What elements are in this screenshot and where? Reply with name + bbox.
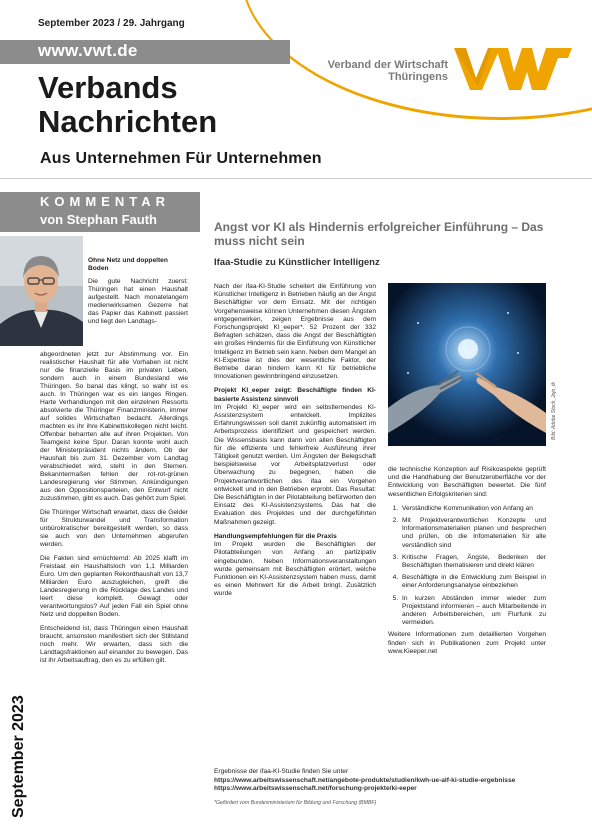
- tagline: Aus Unternehmen Für Unternehmen: [40, 150, 322, 167]
- kommentar-paragraph: Entscheidend ist, dass Thüringen einen Haushalt braucht, ansonsten manifestiert sich der Stillstand noch mehr. Wir erwarten, dass sich die Landtagsfraktionen auf einander zu bewegen. Das ist ihr Arbeitsauftrag, den es zu erfüllen gilt.: [40, 625, 188, 664]
- article-paragraph: die technische Konzeption auf Risikoaspekte geprüft und die Handhabung der Benutzeroberfläche vor der Entwicklung von Beschäftigten bewertet. Die fünf wesentlichen Erfolgskriterien sind:: [388, 466, 546, 498]
- list-item: 2. Mit Projektverantwortlichen Konzepte und Informationsmaterialien planen und besprechen und prüfen, ob die Infomaterialien für alle verständlich sind: [400, 517, 546, 550]
- funding-footnote: *Gefördert vom Bundesministerium für Bildung und Forschung (BMBF): [214, 800, 377, 806]
- kommentar-intro-text: Die gute Nachricht zuerst: Thüringen hat einen Haushalt aufgestellt. Nach monatelangem medienwirksamen Gezerre hat das Papier das Kabinett passiert und liegt den Landtags-: [88, 278, 188, 325]
- study-results-link[interactable]: https://www.arbeitswissenschaft.net/angebote-produkte/studien/kwh-ue-alf-ki-studie-ergebnisse: [214, 776, 516, 784]
- kommentar-headline: Ohne Netz und doppelten Boden: [88, 257, 168, 272]
- article-paragraph: Im Projekt wurden die Beschäftigten der Pilotabteilungen von Anfang an partizipativ eingebunden. Neben Informationsveranstaltungen wurde gemeinsam mit Beschäftigten erörtert, welche Funktionen ein KI-Assistenzsystem haben muss, damit es einen Mehrwert für die Arbeit bringt. Zusätzlich wurde: [214, 541, 376, 598]
- kommentar-label: KOMMENTAR: [40, 194, 170, 209]
- vwt-logo-icon: [452, 42, 572, 94]
- list-item: 3. Kritische Fragen, Ängste, Bedenken der Beschäftigten thematisieren und direkt klären: [400, 554, 546, 570]
- article-paragraph: Weitere Informationen zum detaillierten Vorgehen finden sich in Publikationen zum Projekt unter www.Kieeper.net: [388, 631, 546, 655]
- kommentar-body: [40, 351, 188, 671]
- masthead-title-line-2: Nachrichten: [38, 104, 218, 139]
- verband-name: [300, 59, 448, 83]
- success-criteria-list: [388, 505, 546, 628]
- masthead-title-line-1: Verbands: [38, 70, 178, 105]
- article-subheading: Projekt KI_eeper zeigt: Beschäftigte finden KI-basierte Assistenz sinnvoll: [214, 387, 376, 403]
- article-subtitle: Ifaa-Studie zu Künstlicher Intelligenz: [214, 257, 380, 268]
- list-item: 1. Verständliche Kommunikation von Anfang an: [400, 505, 546, 513]
- verband-line-2: Thüringens: [388, 71, 448, 83]
- kommentar-paragraph: Die Fakten sind ernüchternd: Ab 2025 klafft im Freistaat ein Haushaltsloch von 1,1 Milliarden Euro. Um den geplanten Rekordhaushalt von 13,7 Milliarden Euro auszugleichen, greift die Landesregierung in die Rücklage des Landes und leert diese komplett. Gewagt oder verantwortungslos? Auf jeden Fall ein Spiel ohne Netz und doppelten Boden.: [40, 555, 188, 618]
- article-title: Angst vor KI als Hindernis erfolgreicher Einführung – Das muss nicht sein: [214, 220, 544, 248]
- kommentar-paragraph: Die Thüringer Wirtschaft erwartet, dass die Gelder für Strukturwandel und Transformation unbürokratischer bereitgestellt werden, so dass sie auch von den Unternehmen abgerufen werden.: [40, 509, 188, 548]
- vertical-issue-date-text: September 2023: [10, 695, 27, 818]
- image-credit: [548, 360, 558, 440]
- links-section: [214, 768, 574, 794]
- article-paragraph: Nach der ifaa-KI-Studie scheitert die Einführung von Künstlicher Intelligenz in Betrieben häufig an der Angst Beschäftigter vor dem Einsatz. Mit der richtigen Vorgehensweise können Unternehmen diesen Ängsten entgegenwirken, zeigen Ergebnisse aus dem Forschungsprojekt KI_eeper*. 52 Prozent der 332 Befragten schätzen, dass die Angst der Beschäftigten ein großes Hindernis für die Einführung von Künstlicher Intelligenz im Betrieb sein kann. Neben dem Mangel an KI-Expertise ist dies der wesentliche Faktor, der Betriebe daran hindern kann KI für betriebliche Innovationen gewinnbringend einzusetzen.: [214, 283, 376, 381]
- issue-date: September 2023 / 29. Jahrgang: [38, 18, 185, 29]
- author-photo: [0, 236, 83, 346]
- article-column-2: [388, 466, 546, 662]
- vertical-issue-date: [6, 640, 28, 820]
- article-column-1: [214, 283, 376, 605]
- article-subheading: Handlungsempfehlungen für die Praxis: [214, 532, 337, 540]
- header-divider: [0, 178, 592, 179]
- image-credit-text: Bild: Adobe Stock_Jojo_tk: [551, 382, 557, 440]
- verband-line-1: Verband der Wirtschaft: [327, 59, 448, 71]
- list-item: 4. Beschäftigte in die Entwicklung zum Beispiel in einer Anforderungsanalyse einbeziehen: [400, 574, 546, 590]
- project-link[interactable]: https://www.arbeitswissenschaft.net/forschung-projekte/ki-eeper: [214, 785, 417, 792]
- list-item: 5. In kurzen Abständen immer wieder zum Projektstand informieren – auch Mitarbeitende in anderen Arbeitsbereichen, um Flurfunk zu vermeiden.: [400, 595, 546, 628]
- links-intro: Ergebnisse der ifaa-KI-Studie finden Sie unter: [214, 768, 349, 775]
- article-paragraph: Im Projekt KI_eeper wird ein selbstlernendes KI-Assistenzsystem entwickelt. Implizites Erfahrungswissen soll damit zukünftig automatisiert im Arbeitsprozess identifiziert und gespeichert werden. Die Wissensbasis kann dann von allen Beschäftigten für die effiziente und fehlerfreie Ausführung ihrer Tätigkeit genutzt werden. Um Ängsten der Belegschaft beispielsweise vor Arbeitsplatzverlust oder Überwachung zu begegnen, haben die Projektverantwortlichen des ifaa ein Vorgehen entwickelt und in den Betrieben erprobt. Das Resultat: Die Beschäftigten in der Pilotabteilung befürworten den Einsatz des KI-Assistenzsystems. Das hat die Evaluation des Projektes und der durchgeführten Maßnahmen gezeigt.: [214, 403, 376, 526]
- kommentar-author: von Stephan Fauth: [40, 212, 157, 227]
- ai-hand-image: [388, 283, 546, 446]
- kommentar-paragraph: abgeordneten jetzt zur Abstimmung vor. Ein realistischer Haushalt für alle Vorhaben ist nicht nur die finanzielle Basis im privaten Leben, sondern auch in einem Bundesland wie Thüringen. So banal das klingt, so wahr ist es auch. In Thüringen war es ein langes Ringen. Harte Verhandlungen mit den einzelnen Ressorts absolvierte die Thüringer Finanzministerin, immer auf solides Wirtschaften bedacht. Allerdings machten es ihr ihre Kabinettskollegen nicht leicht. Offenbar beharrten alle auf ihren Projekten. Von Teamgeist keine Spur. Daran konnte wohl auch der Ministerpräsident nichts ändern. Ob der Haushalt bis zum 31. Dezember vom Landtag verabschiedet wird, steht in den Sternen. Bekanntermaßen fehlen der rot-rot-grünen Landesregierung vier Stimmen. Ankündigungen aus den Oppositionsparteien, den Entwurf nicht zuzustimmen, gibt es auch. Das gehört zum Spiel.: [40, 351, 188, 502]
- website-link[interactable]: www.vwt.de: [38, 41, 138, 60]
